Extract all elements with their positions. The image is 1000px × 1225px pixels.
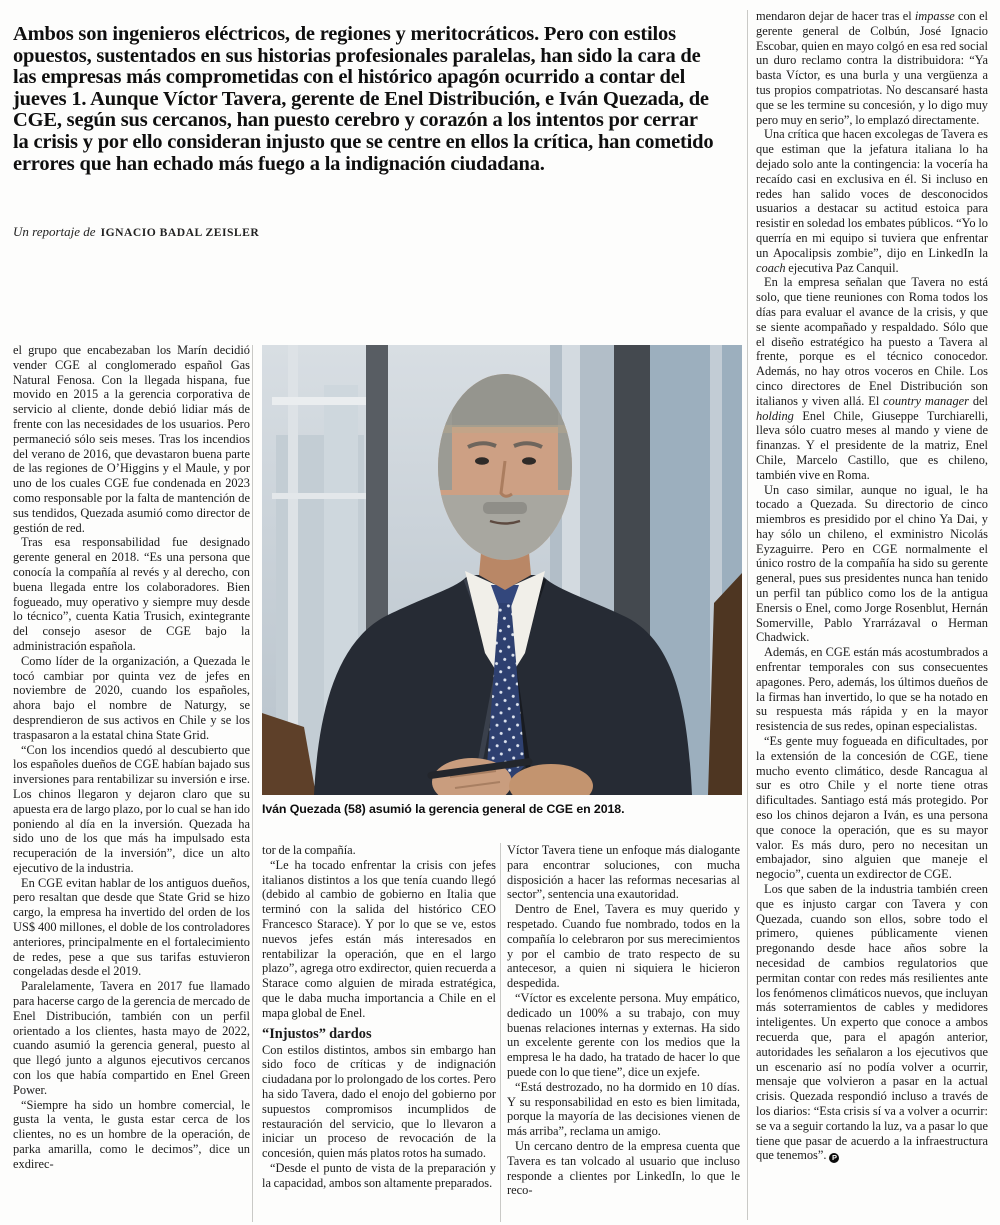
body-paragraph: “Está destrozado, no ha dormido en 10 días. Y su responsabilidad en esto es bien limitada, porque la mayoría de las decisiones vienen de más arriba”, reclama un amigo. bbox=[507, 1079, 740, 1139]
column-divider bbox=[252, 345, 253, 1222]
text-column-2 bbox=[262, 843, 496, 1222]
body-paragraph: Un caso similar, aunque no igual, le ha tocado a Quezada. Su directorio de cinco miembros es presidido por el chino Ya Dai, y hay sólo un chileno, el exministro Nicolás Eyzaguirre. Pero en CGE normalmente el único rostro de la compañía ha sido su gerente general, pues sus presidentes nunca han tenido un perfil tan público como los de la antigua Enersis o Enel, como Jorge Rosenblut, Hernán Somerville, Pablo Yrarrázaval o Herman Chadwick. bbox=[756, 482, 988, 645]
body-paragraph: “Con los incendios quedó al descubierto que los españoles dueños de CGE habían bajado sus inversiones para rentabilizar su inversión e irse. Los chinos llegaron y dejaron claro que su apuesta era de largo plazo, por lo cual se han ido poniendo al día en la inversión. Quezada ha sido uno de los que más ha impulsado esta recuperación de la inversión”, dice un alto ejecutivo de la industria. bbox=[13, 742, 250, 875]
body-paragraph: mendaron dejar de hacer tras el impasse con el gerente general de Colbún, José Ignacio Escobar, quien en mayo colgó en esa red social un duro reclamo contra la distribuidora: “Ya basta Víctor, es una burla y una vergüenza a tus propios compatriotas. No descansaré hasta que se les termine su concesión, y lo digo muy pero muy en serio”, lo emplazó directamente. bbox=[756, 9, 988, 127]
text-column-1 bbox=[13, 343, 250, 1222]
body-paragraph: Víctor Tavera tiene un enfoque más dialogante para encontrar soluciones, con mucha disposición a hacer las reformas necesarias al sector”, sentencia una exautoridad. bbox=[507, 843, 740, 902]
photo-caption: Iván Quezada (58) asumió la gerencia general de CGE en 2018. bbox=[262, 802, 625, 816]
column-divider bbox=[500, 843, 501, 1222]
body-paragraph: Los que saben de la industria también creen que es injusto cargar con Tavera y con Quezada, cuando son ellos, sobre todo el primero, quienes públicamente vienen pregonando desde hace años sobre la necesidad de cambios regulatorios que permitan contar con redes más resilientes ante los fenómenos climáticos nuevos, que incluyan más soterramientos de cables y medidores inteligentes. Un experto que conoce a ambos recuerda que, para el apagón anterior, autoridades les señalaron a los ejecutivos que un escenario así no podía volver a ocurrir, mensaje que volvieron a pasar en la actual crisis. Quezada respondió incluso a través de los diarios: “Esta crisis sí va a volver a ocurrir: se va a seguir cortando la luz, va a pasar lo que tiene que pasar de acuerdo a la infraestructura que tenemos”. P bbox=[756, 882, 988, 1163]
byline bbox=[13, 224, 259, 240]
body-paragraph: “Desde el punto de vista de la preparación y la capacidad, ambos son altamente preparados. bbox=[262, 1160, 496, 1190]
text-column-4 bbox=[756, 9, 988, 1222]
body-paragraph: En CGE evitan hablar de los antiguos dueños, pero resaltan que desde que State Grid se hizo cargo, la empresa ha invertido del orden de los US$ 400 millones, el doble de los controladores anteriores, principalmente en el fortalecimiento de redes, pese a que sus tarifas estuvieron congeladas desde el 2019. bbox=[13, 875, 250, 979]
body-paragraph: En la empresa señalan que Tavera no está solo, que tiene reuniones con Roma todos los días para evaluar el avance de la crisis, y que se siente acompañado y respaldado. Sólo que el diseño estratégico ha puesto a Tavera al frente, porque es el técnico conocedor. Además, no hay otros voceros en Chile. Los cinco directores de Enel Distribución son italianos y viven allá. El country manager del holding Enel Chile, Giuseppe Turchiarelli, lleva sólo cuatro meses al mando y viene de finanzas. Y el presidente de la matriz, Enel Chile, Marcelo Castillo, que es chileno, también vive en Roma. bbox=[756, 275, 988, 482]
body-paragraph: Un cercano dentro de la empresa cuenta que Tavera es tan volcado al usuario que incluso responde a clientes por LinkedIn, lo que le reco- bbox=[507, 1138, 740, 1198]
body-paragraph: “Le ha tocado enfrentar la crisis con jefes italianos distintos a los que tenía cuando llegó (debido al cambio de gobierno en Italia que terminó con la salida del histórico CEO Francesco Starace). Y por lo que se ve, estos nuevos jefes están más interesados en rentabilizar la operación, que en el largo plazo”, agrega otro exdirector, quien recuerda a Starace como alguien de mirada estratégica, que le daba mucha importancia a Chile en el mapa global de Enel. bbox=[262, 857, 496, 1020]
body-paragraph: Una crítica que hacen excolegas de Tavera es que estiman que la jefatura italiana lo ha dejado solo ante la contingencia: la vocería ha recaído casi en exclusiva en él. Si incluso en redes han salido voces de desconocidos usuarios a destacar su actitud estoica para resistir en soledad los embates públicos. “Yo lo querría en mi equipo si tuviera que enfrentar un Apocalipsis zombie”, dijo en LinkedIn la coach ejecutiva Paz Canquil. bbox=[756, 127, 988, 275]
body-paragraph: “Es gente muy fogueada en dificultades, por la extensión de la concesión de CGE, tiene mucho evento climático, desde Rancagua al sur es otro Chile y el norte tiene otras dificultades. Santiago está más protegido. Por eso los chinos dejaron a Iván, es una persona que conoce la operación, que es su mayor valor. Es más duro, pero no necesitan un embajador, sino alguien que maneje el negocio”, cuenta un exdirector de CGE. bbox=[756, 734, 988, 882]
body-paragraph: Paralelamente, Tavera en 2017 fue llamado para hacerse cargo de la gerencia de mercado de Enel Distribución, también con un perfil orientado a los clientes, hasta mayo de 2022, cuando asumió la gerencia general, puesto al que llegó junto a algunos ejecutivos cercanos con los que había compartido en Enel Green Power. bbox=[13, 979, 250, 1097]
portrait-photo-image bbox=[262, 345, 742, 795]
body-paragraph: Con estilos distintos, ambos sin embargo han sido foco de críticas y de indignación ciudadana por lo prolongado de los cortes. Pero ha sido Tavera, dado el enojo del gobierno por supuestos compromisos incumplidos de restauración del servicio, que lo llevaron a iniciar un proceso de revocación de la concesión, quien más platos rotos ha sumado. bbox=[262, 1042, 496, 1161]
byline-prefix: Un reportaje de bbox=[13, 224, 96, 239]
byline-author: IGNACIO BADAL ZEISLER bbox=[100, 226, 260, 239]
column-divider bbox=[747, 10, 748, 1220]
body-paragraph: el grupo que encabezaban los Marín decidió vender CGE al conglomerado español Gas Natural Fenosa. Con la llegada hispana, fue movido en 2015 a la gerencia corporativa de servicio al cliente, donde debió lidiar más de frente con las necesidades de los usuarios. Pero permaneció sólo seis meses. Tras los incendios del verano de 2016, que devastaron buena parte de las regiones de O’Higgins y el Maule, y por uno de los cuales CGE fue condenada en 2023 como responsable por la falta de mantención de sus tendidos, Quezada asumió como director de gestión de red. bbox=[13, 343, 250, 535]
body-paragraph: Además, en CGE están más acostumbrados a enfrentar temporales con sus consecuentes apagones. Pero, además, los últimos dueños de la firmas han invertido, lo que se ha notado en su respuesta más rápida y en la mayor resistencia de sus redes, opinan especialistas. bbox=[756, 645, 988, 734]
eye bbox=[475, 457, 489, 465]
mustache bbox=[483, 502, 527, 514]
body-paragraph: Dentro de Enel, Tavera es muy querido y respetado. Cuando fue nombrado, todos en la compañía lo celebraron por sus merecimientos y por el cambio de trato respecto de su antecesor, a quien ni siquiera le hicieron despedida. bbox=[507, 902, 740, 991]
body-paragraph: Como líder de la organización, a Quezada le tocó cambiar por quinta vez de jefes en noviembre de 2020, cuando los españoles, ahora bajo el nombre de Naturgy, se desprendieron de sus activos en Chile y se los traspasaron a la estatal china State Grid. bbox=[13, 653, 250, 742]
body-paragraph: “Siempre ha sido un hombre comercial, le gusta la venta, le gusta estar cerca de los clientes, no es un hombre de la operación, de parka amarilla, como le decimos”, dice un exdirec- bbox=[13, 1097, 250, 1171]
eye bbox=[522, 457, 536, 465]
article-lede: Ambos son ingenieros eléctricos, de regiones y meritocráticos. Pero con estilos opuestos, sustentados en sus historias profesionales paralelas, han sido la cara de las empresas más comprometidas con el histórico apagón ocurrido a contar del jueves 1. Aunque Víctor Tavera, gerente de Enel Distribución, e Iván Quezada, de CGE, según sus cercanos, han puesto cerebro y corazón a los intentos por cerrar la crisis y por ello consideran injusto que se centre en ellos la crítica, han cometido errores que han echado más fuego a la indignación ciudadana. bbox=[13, 23, 714, 175]
body-paragraph: Tras esa responsabilidad fue designado gerente general en 2018. “Es una persona que conocía la compañía al revés y al derecho, con buena llegada entre los colaboradores. Bien fogueado, muy operativo y siempre muy desde lo técnico”, cuenta Katia Trusich, exintegrante del consejo asesor de CGE bajo la administración española. bbox=[13, 535, 250, 653]
photo-ivan-quezada bbox=[262, 345, 742, 816]
section-subhead: “Injustos” dardos bbox=[262, 1025, 372, 1042]
article-end-mark: P bbox=[829, 1153, 839, 1163]
body-paragraph: “Víctor es excelente persona. Muy empático, dedicado un 100% a su trabajo, con muy buenas relaciones internas y externas. Ha sido un excelente gerente con los medios que la empresa le ha dado, ha tratado de hacer lo que puede con lo que tiene”, dice un exjefe. bbox=[507, 990, 740, 1079]
text-column-3 bbox=[507, 843, 740, 1222]
body-paragraph: tor de la compañía. bbox=[262, 843, 356, 857]
